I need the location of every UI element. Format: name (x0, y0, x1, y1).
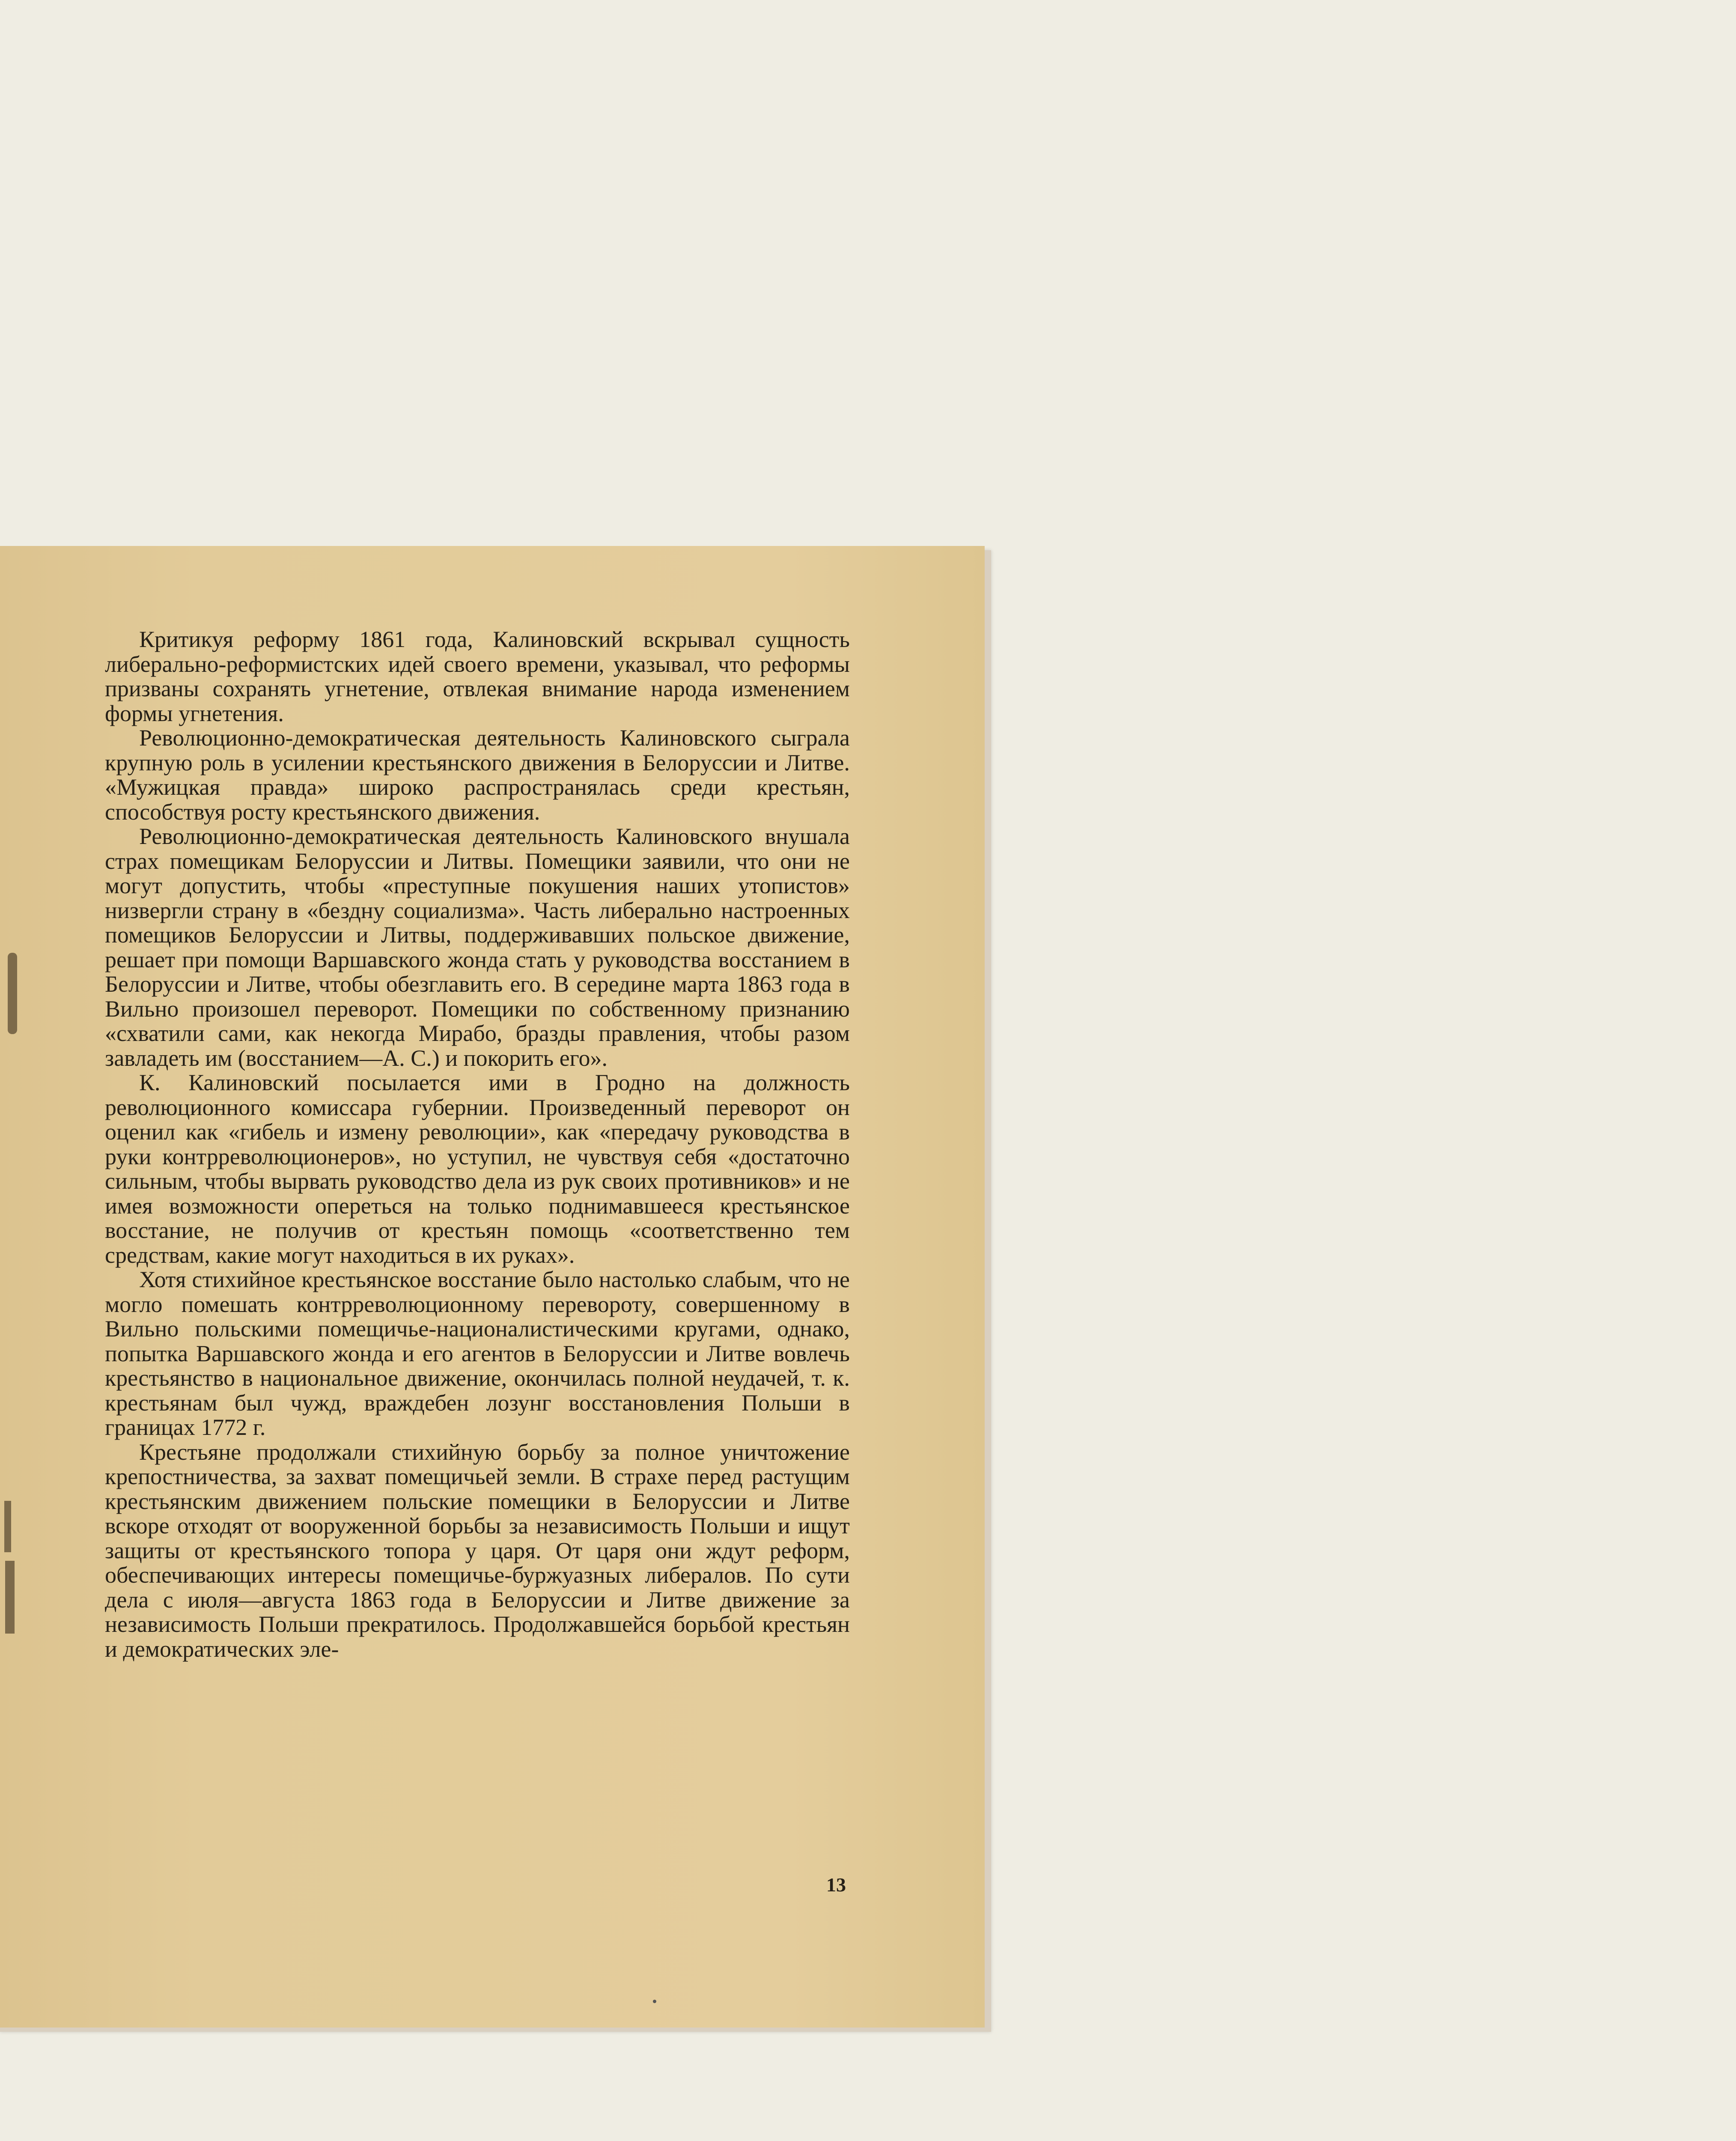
page-number: 13 (826, 1874, 846, 1896)
paragraph-6: Крестьяне продолжали стихийную борьбу за полное уничтожение крепостничества, за захват помещичьей земли. В страхе перед растущим крестьянским движением польские помещики в Белоруссии и Литве вскоре отходят от вооруженной борьбы за независимость Польши и ищут защиты от крестьянского топора у царя. От царя они ждут реформ, обеспечивающих интересы помещичье-буржуазных либералов. По сути дела с июля—августа 1863 года в Белоруссии и Литве движение за независимость Польши прекратилось. Продолжавшейся борьбой крестьян и демократических эле- (105, 1439, 850, 1662)
dust-speck (653, 2000, 656, 2003)
paragraph-4: К. Калиновский посылается ими в Гродно на должность революционного комиссара губернии. Произведенный переворот он оценил как «гибель и измену революции», как «передачу руководства в руки контрреволюционеров», но уступил, не чувствуя себя «достаточно сильным, чтобы вырвать руководство дела из рук своих противников» и не имея возможности опереться на только поднимавшееся крестьянское восстание, не получив от крестьян помощь «соответственно тем средствам, какие могут находиться в их руках». (105, 1070, 850, 1268)
body-text (105, 627, 850, 1661)
paragraph-3: Революционно-демократическая деятельность Калиновского внушала страх помещикам Белоруссии и Литвы. Помещики заявили, что они не могут допустить, чтобы «преступные покушения наших утопистов» низвергли страну в «бездну социализма». Часть либерально настроенных помещиков Белоруссии и Литвы, поддерживавших польское движение, решает при помощи Варшавского жонда стать у руководства восстанием в Белоруссии и Литве, чтобы обезглавить его. В середине марта 1863 года в Вильно произошел переворот. Помещики по собственному признанию «схватили сами, как некогда Мирабо, бразды правления, чтобы разом завладеть им (восстанием—А. С.) и покорить его». (105, 823, 850, 1071)
paragraph-2: Революционно-демократическая деятельность Калиновского сыграла крупную роль в усилении крестьянского движения в Белоруссии и Литве. «Мужицкая правда» широко распространялась среди крестьян, способствуя росту крестьянского движения. (105, 725, 850, 825)
paragraph-1: Критикуя реформу 1861 года, Калиновский вскрывал сущность либерально-реформистских идей своего времени, указывал, что реформы призваны сохранять угнетение, отвлекая внимание народа изменением формы угнетения. (105, 626, 850, 726)
paragraph-5: Хотя стихийное крестьянское восстание было настолько слабым, что не могло помешать контрреволюционному перевороту, совершенному в Вильно польскими помещичье-националистическими кругами, однако, попытка Варшавского жонда и его агентов в Белоруссии и Литве вовлечь крестьянство в национальное движение, окончилась полной неудачей, т. к. крестьянам был чужд, враждебен лозунг восстановления Польши в границах 1772 г. (105, 1267, 850, 1440)
